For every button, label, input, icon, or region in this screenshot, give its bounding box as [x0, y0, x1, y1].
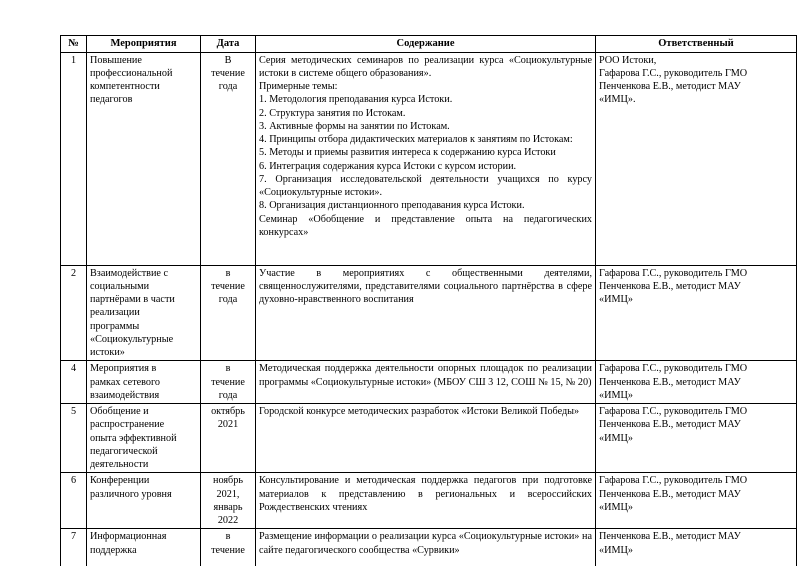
cell-line: 5. Методы и приемы развития интереса к содержанию курса Истоки	[259, 147, 556, 159]
cell-line: деятельности	[90, 459, 149, 471]
cell-line: «ИМЦ»	[599, 501, 633, 513]
cell-line: Гафарова Г.С., руководитель ГМО	[599, 475, 748, 487]
cell-line: Пенченкова Е.В., методист МАУ	[599, 488, 741, 500]
cell-line: течение	[211, 280, 245, 292]
cell-line: «ИМЦ»	[599, 294, 633, 306]
cell-line: Консультирование и методическая поддержка педагогов при подготовке материалов к представлению в региональных и всероссийских Рождественских чтениях	[259, 475, 592, 513]
cell-line: в	[225, 363, 231, 375]
cell-responsible	[596, 404, 797, 473]
cell-row-number: 7	[61, 529, 87, 566]
cell-date	[201, 265, 256, 361]
cell-line: «ИМЦ»	[599, 544, 633, 556]
cell-line: Пенченкова Е.В., методист МАУ	[599, 280, 741, 292]
cell-line: различного уровня	[90, 488, 172, 500]
column-header-number: №	[61, 36, 87, 53]
cell-line: январь	[213, 501, 243, 513]
cell-line: В	[224, 54, 232, 66]
cell-line: 3. Активные формы на занятии по Истокам.	[259, 120, 450, 132]
cell-responsible	[596, 361, 797, 404]
cell-line: Мероприятия в	[90, 363, 157, 375]
cell-event	[87, 529, 201, 566]
cell-line: Гафарова Г.С., руководитель ГМО	[599, 67, 748, 79]
cell-line: Гафарова Г.С., руководитель ГМО	[599, 267, 748, 279]
table-container	[60, 35, 796, 566]
cell-content	[256, 361, 596, 404]
cell-responsible	[596, 265, 797, 361]
cell-line: года	[218, 294, 238, 306]
cell-line: октябрь	[211, 406, 245, 418]
cell-row-number: 6	[61, 473, 87, 529]
cell-event	[87, 404, 201, 473]
cell-event	[87, 473, 201, 529]
table-row	[61, 473, 797, 529]
cell-date	[201, 473, 256, 529]
cell-row-number: 4	[61, 361, 87, 404]
table-row	[61, 404, 797, 473]
cell-line: 6. Интеграция содержания курса Истоки с курсом истории.	[259, 160, 517, 172]
cell-event	[87, 361, 201, 404]
column-header-responsible: Ответственный	[596, 36, 797, 53]
cell-line: Пенченкова Е.В., методист МАУ	[599, 531, 741, 543]
cell-line: Информационная	[90, 531, 167, 543]
cell-line: в	[225, 267, 231, 279]
cell-line: течение	[211, 376, 245, 388]
cell-line: распространение	[90, 419, 165, 431]
table-body	[61, 52, 797, 566]
cell-line: Гафарова Г.С., руководитель ГМО	[599, 363, 748, 375]
cell-line: в	[225, 531, 231, 543]
cell-line: Пенченкова Е.В., методист МАУ	[599, 376, 741, 388]
cell-responsible	[596, 52, 797, 265]
cell-line: 4. Принципы отбора дидактических материалов к занятиям по Истокам:	[259, 134, 573, 146]
cell-line: программы	[90, 320, 140, 332]
cell-line: истоки»	[90, 347, 125, 359]
cell-line: Примерные темы:	[259, 81, 338, 93]
table-row	[61, 52, 797, 265]
cell-line: Конференции	[90, 475, 150, 487]
column-header-content: Содержание	[256, 36, 596, 53]
table-header	[61, 36, 797, 53]
cell-line: взаимодействия	[90, 389, 160, 401]
cell-content	[256, 265, 596, 361]
cell-line: социальными	[90, 280, 150, 292]
column-header-date: Дата	[201, 36, 256, 53]
cell-line: педагогов	[90, 94, 133, 106]
cell-line: педагогической	[90, 445, 158, 457]
cell-line: Размещение информации о реализации курса «Социокультурные истоки» на сайте педагогического сообщества «Сурвики»	[259, 531, 592, 556]
cell-line: реализации	[90, 307, 140, 319]
cell-line: 1. Методология преподавания курса Истоки.	[259, 94, 453, 106]
cell-line: года	[218, 389, 238, 401]
table-row	[61, 529, 797, 566]
cell-line: поддержка	[90, 544, 137, 556]
cell-date	[201, 52, 256, 265]
cell-line: «ИМЦ».	[599, 94, 636, 106]
cell-date	[201, 529, 256, 566]
cell-line: течение	[211, 544, 245, 556]
plan-table	[60, 35, 797, 566]
cell-line: Взаимодействие с	[90, 267, 169, 279]
table-row	[61, 361, 797, 404]
cell-line: РОО Истоки,	[599, 54, 657, 66]
cell-line: рамках сетевого	[90, 376, 161, 388]
cell-line: Гафарова Г.С., руководитель ГМО	[599, 406, 748, 418]
cell-line: 2022	[217, 515, 239, 527]
cell-line: Пенченкова Е.В., методист МАУ	[599, 81, 741, 93]
cell-line: «Социокультурные	[90, 333, 174, 345]
cell-line: 8. Организация дистанционного преподавания курса Истоки.	[259, 200, 525, 212]
cell-line: ноябрь	[213, 475, 243, 487]
cell-responsible	[596, 473, 797, 529]
cell-line: «ИМЦ»	[599, 389, 633, 401]
cell-line: Пенченкова Е.В., методист МАУ	[599, 419, 741, 431]
cell-content	[256, 473, 596, 529]
cell-event	[87, 52, 201, 265]
cell-line: течение	[211, 67, 245, 79]
cell-line: Обобщение и	[90, 406, 149, 418]
cell-line: 2021	[217, 419, 239, 431]
cell-line: профессиональной	[90, 67, 173, 79]
cell-line: года	[218, 81, 238, 93]
cell-date	[201, 361, 256, 404]
cell-content	[256, 529, 596, 566]
cell-line: Серия методических семинаров по реализации курса «Социокультурные истоки в системе общего образования».	[259, 54, 592, 79]
cell-line: Городской конкурсе методических разработок «Истоки Великой Победы»	[259, 406, 580, 418]
cell-line: партнёрами в части	[90, 294, 175, 306]
cell-responsible	[596, 529, 797, 566]
cell-line: Методическая поддержка деятельности опорных площадок по реализации программы «Социокультурные истоки» (МБОУ СШ 3 12, СОШ № 15, № 20)	[259, 363, 592, 388]
cell-row-number: 1	[61, 52, 87, 265]
cell-date	[201, 404, 256, 473]
cell-line: «ИМЦ»	[599, 432, 633, 444]
cell-line: Участие в мероприятиях с общественными деятелями, священнослужителями, представителями социального партнёрства в сфере духовно-нравственного воспитания	[259, 267, 592, 306]
cell-line: Семинар «Обобщение и представление опыта на педагогических конкурсах»	[259, 213, 592, 238]
table-header-row	[61, 36, 797, 53]
cell-line: 7. Организация исследовательской деятельности учащихся по курсу «Социокультурные истоки».	[259, 173, 592, 199]
cell-content	[256, 404, 596, 473]
cell-line: опыта эффективной	[90, 432, 177, 444]
cell-event	[87, 265, 201, 361]
cell-line: 2021,	[216, 488, 240, 500]
cell-row-number: 2	[61, 265, 87, 361]
cell-content	[256, 52, 596, 265]
cell-line: Повышение	[90, 54, 142, 66]
table-row	[61, 265, 797, 361]
cell-line: компетентности	[90, 81, 160, 93]
column-header-event: Мероприятия	[87, 36, 201, 53]
cell-line: 2. Структура занятия по Истокам.	[259, 107, 406, 119]
cell-row-number: 5	[61, 404, 87, 473]
